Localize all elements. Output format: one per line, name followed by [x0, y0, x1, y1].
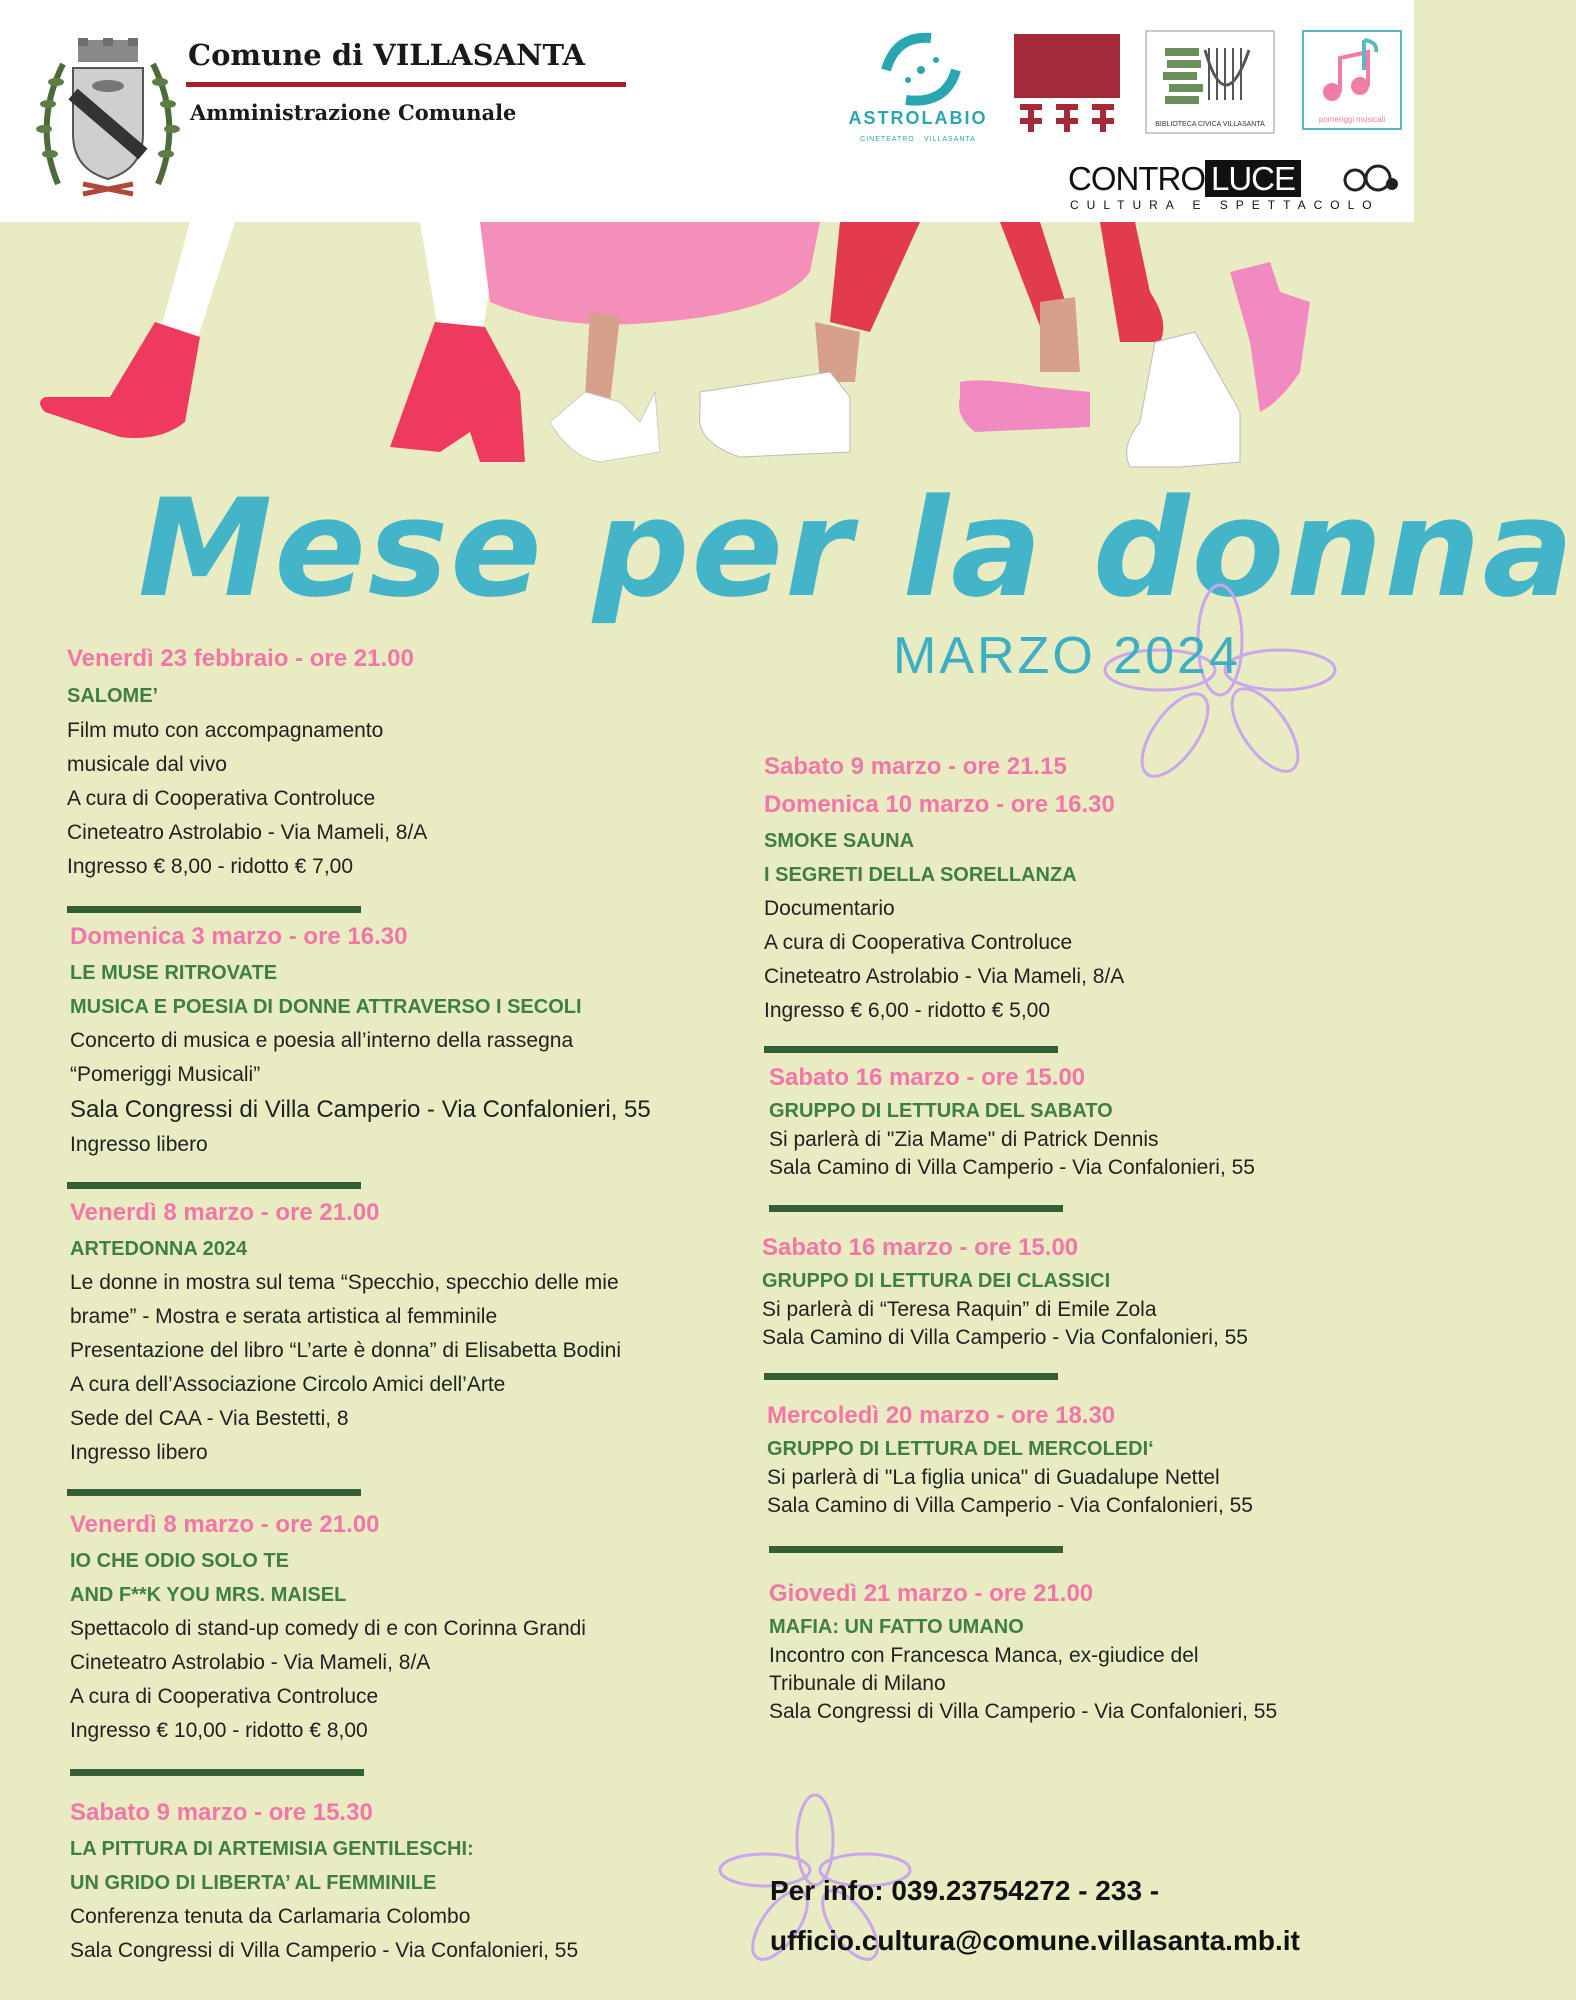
- event-line: Film muto con accompagnamento: [67, 719, 384, 742]
- event-card: [762, 1230, 1248, 1352]
- event-title: IO CHE ODIO SOLO TE: [70, 1550, 289, 1572]
- pomeriggi-musicali-logo-icon: [1302, 30, 1402, 130]
- divider: [769, 1205, 1063, 1212]
- event-line: Ingresso libero: [70, 1441, 208, 1464]
- event-date: Venerdì 23 febbraio - ore 21.00: [67, 645, 414, 672]
- theatre-logo-icon: [1014, 34, 1120, 132]
- comune-subtitle: Amministrazione Comunale: [190, 100, 517, 125]
- event-date: Giovedì 21 marzo - ore 21.00: [769, 1580, 1094, 1607]
- event-line: “Pomeriggi Musicali”: [70, 1063, 261, 1086]
- divider: [769, 1546, 1063, 1553]
- event-line: Sala Congressi di Villa Camperio - Via Confalonieri, 55: [70, 1939, 579, 1962]
- walking-legs-illustration: [0, 222, 1414, 492]
- event-line: brame” - Mostra e serata artistica al femminile: [70, 1305, 498, 1328]
- event-date: Domenica 3 marzo - ore 16.30: [70, 923, 408, 950]
- coat-of-arms-icon: [28, 34, 188, 204]
- info-phone: Per info: 039.23754272 - 233 -: [770, 1875, 1160, 1906]
- event-line: Si parlerà di “Teresa Raquin” di Emile Zola: [762, 1298, 1157, 1321]
- event-line: Sala Congressi di Villa Camperio - Via Confalonieri, 55: [769, 1700, 1278, 1723]
- astrolabio-label: ASTROLABIO: [848, 108, 988, 128]
- event-line: A cura dell’Associazione Circolo Amici dell’Arte: [70, 1373, 506, 1396]
- event-line: Le donne in mostra sul tema “Specchio, specchio delle mie: [70, 1271, 619, 1294]
- event-line: Sala Camino di Villa Camperio - Via Confalonieri, 55: [769, 1156, 1255, 1179]
- controluce-ornament-icon: [1340, 160, 1400, 200]
- astrolabio-logo-icon: [876, 30, 966, 110]
- page-title: Mese per la donna: [138, 470, 1576, 627]
- event-card: [769, 1576, 1277, 1726]
- event-line: Cineteatro Astrolabio - Via Mameli, 8/A: [67, 821, 428, 844]
- event-card: [70, 1506, 586, 1748]
- event-title: GRUPPO DI LETTURA DEL MERCOLEDI‘: [767, 1438, 1154, 1460]
- event-line: A cura di Cooperativa Controluce: [764, 931, 1073, 954]
- event-card: [764, 748, 1124, 1028]
- astrolabio-sublabel: CINETEATRO · VILLASANTA: [860, 136, 976, 143]
- event-line: Documentario: [764, 897, 895, 920]
- event-date: Sabato 16 marzo - ore 15.00: [762, 1234, 1079, 1261]
- event-title: AND F**K YOU MRS. MAISEL: [70, 1584, 347, 1606]
- page-subtitle: MARZO 2024: [893, 627, 1241, 685]
- event-line: musicale dal vivo: [67, 753, 227, 776]
- event-line: Ingresso € 6,00 - ridotto € 5,00: [764, 999, 1051, 1022]
- event-line: Conferenza tenuta da Carlamaria Colombo: [70, 1905, 471, 1928]
- event-card: [767, 1398, 1253, 1520]
- event-line: Spettacolo di stand-up comedy di e con Corinna Grandi: [70, 1617, 586, 1640]
- event-title: SALOME’: [67, 685, 159, 707]
- event-card: [70, 1794, 578, 1968]
- event-card: [769, 1060, 1255, 1182]
- event-line: Tribunale di Milano: [769, 1672, 946, 1695]
- title-rule: [186, 82, 626, 87]
- pomeriggi-label: pomeriggi musicali: [1318, 115, 1386, 124]
- event-title: LE MUSE RITROVATE: [70, 962, 278, 984]
- event-line: A cura di Cooperativa Controluce: [70, 1685, 379, 1708]
- event-date: Sabato 16 marzo - ore 15.00: [769, 1064, 1086, 1091]
- controluce-logo: [1068, 160, 1301, 198]
- divider: [67, 906, 361, 913]
- controluce-sublabel: CULTURA E SPETTACOLO: [1070, 198, 1380, 212]
- event-date: Mercoledì 20 marzo - ore 18.30: [767, 1402, 1116, 1429]
- event-line: Incontro con Francesca Manca, ex-giudice del: [769, 1644, 1199, 1667]
- event-date: Venerdì 8 marzo - ore 21.00: [70, 1199, 380, 1226]
- event-title: SMOKE SAUNA: [764, 830, 915, 852]
- event-line: Ingresso libero: [70, 1133, 208, 1156]
- event-line: Concerto di musica e poesia all’interno della rassegna: [70, 1029, 574, 1052]
- divider: [67, 1182, 361, 1189]
- event-date-2: Domenica 10 marzo - ore 16.30: [764, 791, 1115, 818]
- event-title: GRUPPO DI LETTURA DEL SABATO: [769, 1100, 1113, 1122]
- event-title: I SEGRETI DELLA SORELLANZA: [764, 864, 1077, 886]
- divider: [764, 1046, 1058, 1053]
- event-line: Cineteatro Astrolabio - Via Mameli, 8/A: [70, 1651, 431, 1674]
- event-line: Ingresso € 10,00 - ridotto € 8,00: [70, 1719, 368, 1742]
- divider: [67, 1489, 361, 1496]
- event-line: A cura di Cooperativa Controluce: [67, 787, 376, 810]
- divider: [764, 1373, 1058, 1380]
- controluce-part-a: CONTRO: [1068, 160, 1205, 197]
- event-date: Sabato 9 marzo - ore 15.30: [70, 1799, 373, 1826]
- event-title: ARTEDONNA 2024: [70, 1238, 248, 1260]
- event-date: Venerdì 8 marzo - ore 21.00: [70, 1511, 380, 1538]
- header: [0, 0, 1414, 222]
- event-title: MUSICA E POESIA DI DONNE ATTRAVERSO I SECOLI: [70, 996, 582, 1018]
- info-email[interactable]: ufficio.cultura@comune.villasanta.mb.it: [770, 1925, 1300, 1956]
- event-title: LA PITTURA DI ARTEMISIA GENTILESCHI:: [70, 1838, 474, 1860]
- event-title: UN GRIDO DI LIBERTA’ AL FEMMINILE: [70, 1872, 437, 1894]
- event-card: [70, 1194, 621, 1470]
- contact-info: [770, 1866, 1300, 1966]
- event-line: Sala Congressi di Villa Camperio - Via Confalonieri, 55: [70, 1096, 651, 1123]
- event-line: Si parlerà di "La figlia unica" di Guadalupe Nettel: [767, 1466, 1220, 1489]
- event-line: Ingresso € 8,00 - ridotto € 7,00: [67, 855, 354, 878]
- event-card: [67, 640, 427, 884]
- event-date: Sabato 9 marzo - ore 21.15: [764, 753, 1067, 780]
- event-line: Si parlerà di "Zia Mame" di Patrick Dennis: [769, 1128, 1159, 1151]
- event-line: Presentazione del libro “L’arte è donna” di Elisabetta Bodini: [70, 1339, 622, 1362]
- event-line: Sala Camino di Villa Camperio - Via Confalonieri, 55: [767, 1494, 1253, 1517]
- comune-title: Comune di VILLASANTA: [188, 38, 586, 72]
- event-line: Cineteatro Astrolabio - Via Mameli, 8/A: [764, 965, 1125, 988]
- biblioteca-label: BIBLIOTECA CIVICA VILLASANTA: [1155, 121, 1265, 128]
- event-title: GRUPPO DI LETTURA DEI CLASSICI: [762, 1270, 1111, 1292]
- event-title: MAFIA: UN FATTO UMANO: [769, 1616, 1024, 1638]
- event-line: Sede del CAA - Via Bestetti, 8: [70, 1407, 349, 1430]
- event-line: Sala Camino di Villa Camperio - Via Confalonieri, 55: [762, 1326, 1248, 1349]
- event-card: [70, 918, 651, 1162]
- biblioteca-logo-icon: [1145, 30, 1275, 134]
- controluce-part-b: LUCE: [1205, 160, 1301, 197]
- divider: [70, 1769, 364, 1776]
